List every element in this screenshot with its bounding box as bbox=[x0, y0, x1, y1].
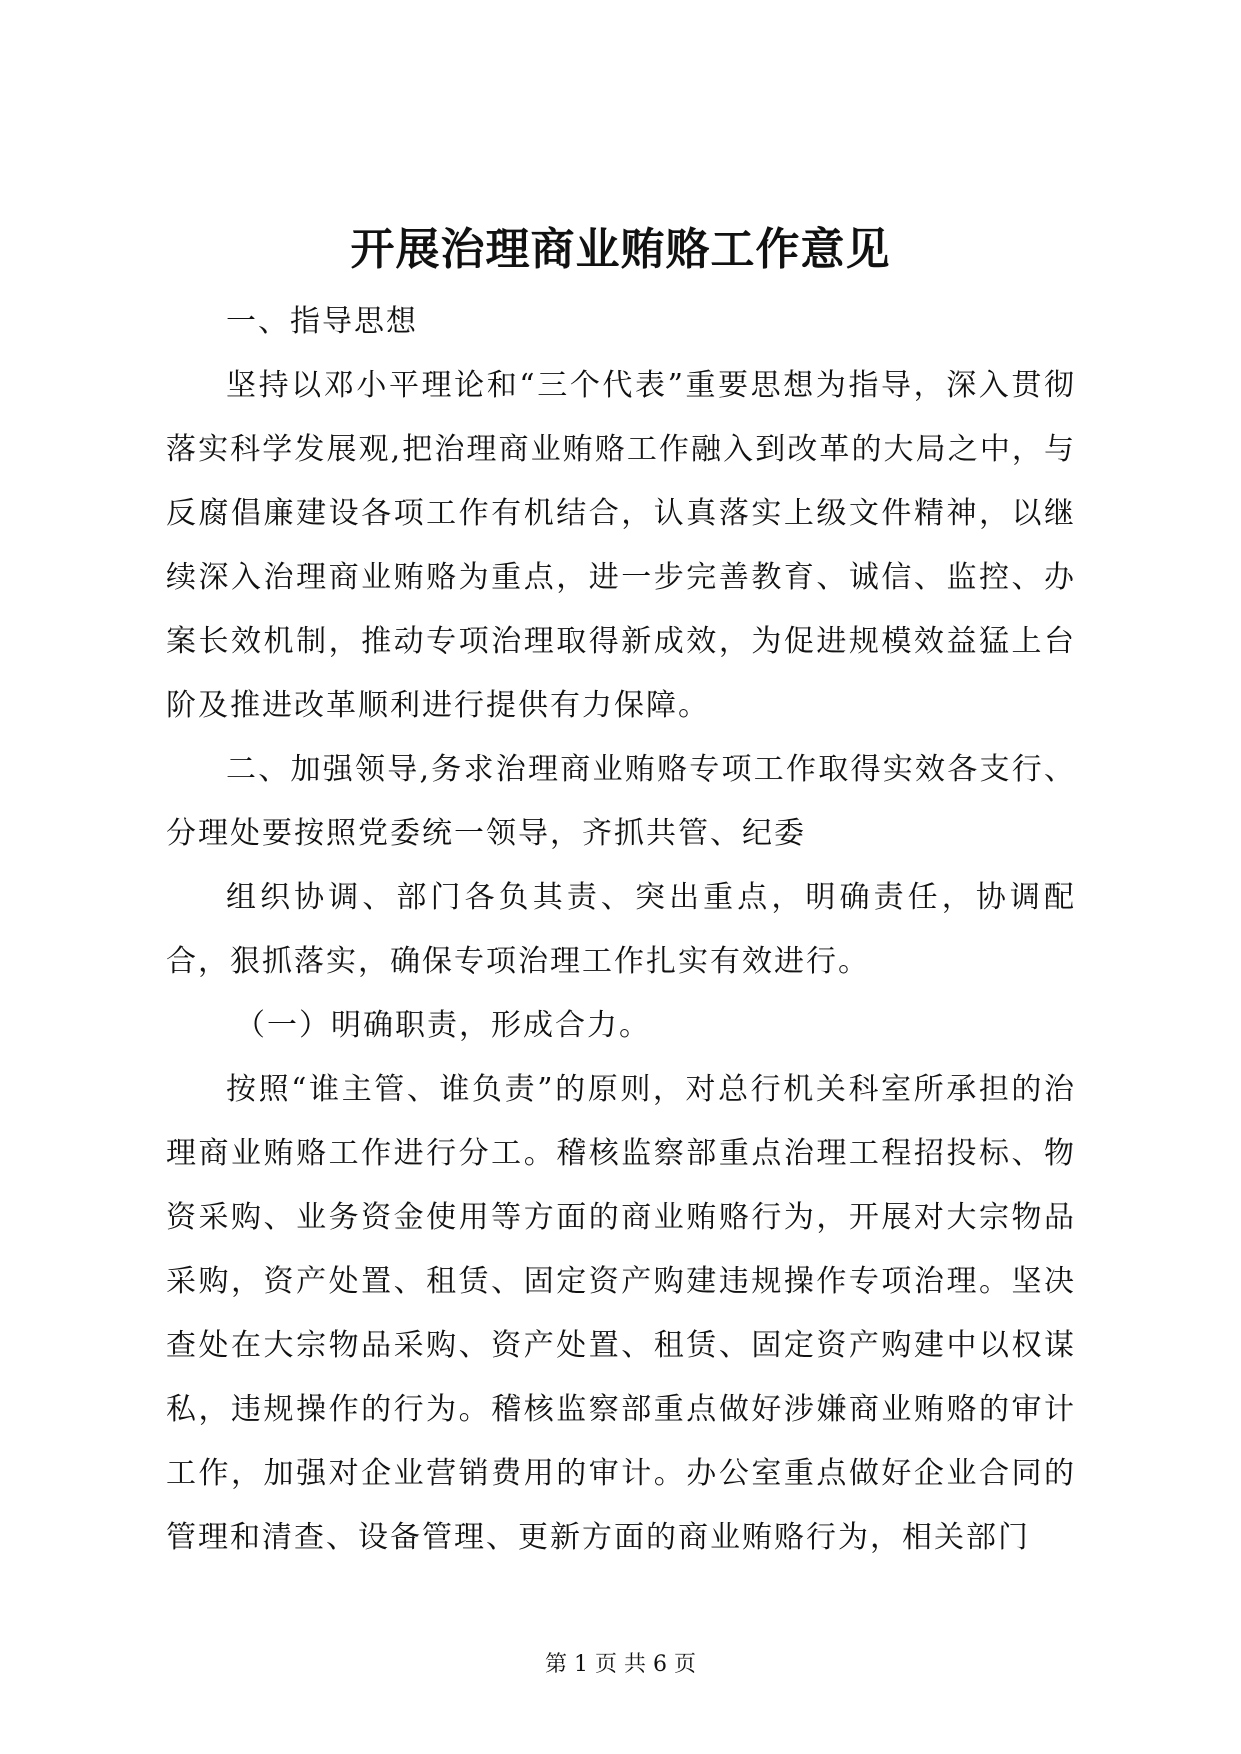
section-heading-guiding-ideology: 一、指导思想 bbox=[226, 304, 418, 339]
page-footer: 第 1 页 共 6 页 bbox=[545, 1652, 696, 1677]
document-body bbox=[166, 290, 1076, 1570]
document-title: 开展治理商业贿赂工作意见 bbox=[350, 224, 891, 275]
section-heading-leadership: 二、加强领导,务求治理商业贿赂专项工作取得实效各支行、分理处要按照党委统一领导，齐抓共管、纪委 bbox=[166, 752, 1076, 851]
paragraph-guiding-ideology: 坚持以邓小平理论和“三个代表”重要思想为指导，深入贯彻落实科学发展观,把治理商业贿赂工作融入到改革的大局之中，与反腐倡廉建设各项工作有机结合，认真落实上级文件精神，以继续深入治理商业贿赂为重点，进一步完善教育、诚信、监控、办案长效机制，推动专项治理取得新成效，为促进规模效益猛上台阶及推进改革顺利进行提供有力保障。 bbox=[166, 368, 1076, 723]
paragraph-leadership: 组织协调、部门各负其责、突出重点，明确责任，协调配合，狠抓落实，确保专项治理工作扎实有效进行。 bbox=[166, 880, 1076, 979]
paragraph-responsibilities: 按照“谁主管、谁负责”的原则，对总行机关科室所承担的治理商业贿赂工作进行分工。稽核监察部重点治理工程招投标、物资采购、业务资金使用等方面的商业贿赂行为，开展对大宗物品采购，资产处置、租赁、固定资产购建违规操作专项治理。坚决查处在大宗物品采购、资产处置、租赁、固定资产购建中以权谋私，违规操作的行为。稽核监察部重点做好涉嫌商业贿赂的审计工作，加强对企业营销费用的审计。办公室重点做好企业合同的管理和清查、设备管理、更新方面的商业贿赂行为，相关部门 bbox=[166, 1072, 1076, 1555]
subsection-heading-responsibilities: （一）明确职责，形成合力。 bbox=[235, 1008, 651, 1043]
